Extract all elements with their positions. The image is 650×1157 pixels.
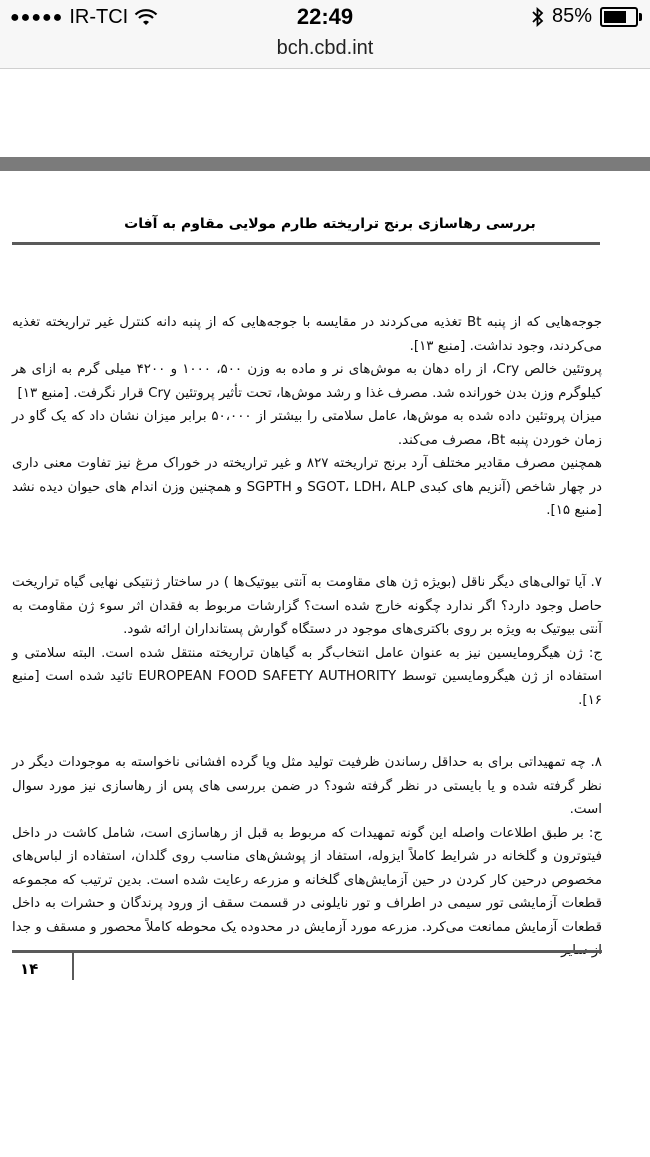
- battery-icon: [600, 7, 638, 27]
- footer-vertical-rule: [72, 952, 74, 980]
- question-paragraph: ۸. چه تمهیداتی برای به حداقل رساندن ظرفیت تولید مثل ویا گرده افشانی ناخواسته به موجودات دیگر در نظر گرفته شده و یا بایستی در نظر گرفته شود؟ در ضمن بررسی های پس از رهاسازی نیز مورد سوال است.: [12, 755, 602, 817]
- answer-paragraph: ج: بر طبق اطلاعات واصله این گونه تمهیدات که مربوط به قبل از رهاسازی است، شامل کاشت در داخل فیتوترون و گلخانه در شرایط کاملاً ایزوله، استفاد از پوشش‌های مناسب روی گلدان، استفاده از لباس‌های مخصوص درحین کار کردن در حین آزمایش‌های گلخانه و مزرعه رعایت شده است. بدین ترتیب که مجموعه قطعات آزمایشی تور سیمی در اطراف و تور نایلونی در قسمت سقف از ورود پرندگان و حشرات به داخل قطعات آزمایش ممانعت می‌کرد. مزرعه مورد آزمایش در محدوده یک محوطه کاملاً محصور و مسقف و جدا: [12, 825, 602, 935]
- section-question-7: [12, 571, 602, 712]
- status-right: [532, 5, 638, 28]
- paragraph: پروتئین خالص Cry، از راه دهان به موش‌های نر و ماده به وزن ۵۰۰، ۱۰۰۰ و ۴۲۰۰ میلی گرم به ازای هر کیلوگرم وزن بدن خورانده شد. مصرف غذا و رشد موش‌ها، تحت تأثیر پروتئین Cry قرار نگرفت. [منبع ۱۳]: [12, 362, 602, 401]
- answer-paragraph: ج: ژن هیگرومایسین نیز به عنوان عامل انتخاب‌گر به گیاهان تراریخته منتقل شده است. البته سلامتی و استفاده از ژن هیگرومایسین توسط EUROPEAN FOOD SAFETY AUTHORITY تائید شده است [منبع ۱۶].: [12, 645, 602, 708]
- carrier-name: IR-TCI: [69, 6, 129, 28]
- footer-divider: [12, 950, 602, 953]
- page-top-bar: [0, 157, 650, 171]
- page-number: ۱۴: [20, 960, 39, 978]
- battery-tip: [639, 13, 642, 21]
- section-question-8: [12, 751, 602, 963]
- battery-level: [604, 11, 626, 23]
- clock: 22:49: [296, 4, 354, 29]
- paragraph: میزان پروتئین داده شده به موش‌ها، عامل سلامتی را بیشتر از ۵۰،۰۰۰ برابر میزان نشان داد که یک گاو در زمان خوردن پنبه Bt، مصرف می‌کند.: [12, 409, 602, 448]
- paragraph: جوجه‌هایی که از پنبه Bt تغذیه می‌کردند در مقایسه با جوجه‌هایی که از پنبه دانه کنترل غیر تراریخته تغذیه می‌کردند، وجود نداشت. [منبع ۱۳].: [12, 315, 602, 354]
- document-title: بررسی رهاسازی برنج تراریخته طارم مولایی مقاوم به آفات: [124, 216, 536, 232]
- signal-strength-icon: ●●●●●: [10, 8, 64, 26]
- bluetooth-icon: [532, 7, 544, 27]
- address-bar[interactable]: [0, 34, 650, 69]
- battery-percent: 85%: [551, 5, 592, 27]
- url-text[interactable]: bch.cbd.int: [276, 37, 374, 59]
- title-divider: [12, 242, 600, 245]
- question-paragraph: ۷. آیا توالی‌های دیگر ناقل (بویژه ژن های مقاومت به آنتی بیوتیک‌ها ) در ساختار ژنتیکی نهایی گیاه تراریخت حاصل وجود دارد؟ اگر ندارد چگونه خارج شده است؟ گزارشات مربوط به فقدان اثر سوء ژن مقاومت به آنتی بیوتیک به ویژه بر روی باکتری‌های موجود در دستگاه گوارش پستانداران ارائه شود.: [12, 575, 602, 637]
- section-feeding-studies: [12, 311, 602, 523]
- paragraph: همچنین مصرف مقادیر مختلف آرد برنج تراریخته ۸۲۷ و غیر تراریخته در خوراک مرغ نیز تفاوت معنی داری در چهار شاخص (آنزیم های کبدی SGOT، LDH، ALP و SGPTH و همچنین وزن اندام های حیوان دیده نشد [منبع ۱۵].: [12, 456, 603, 518]
- status-bar: [0, 0, 650, 34]
